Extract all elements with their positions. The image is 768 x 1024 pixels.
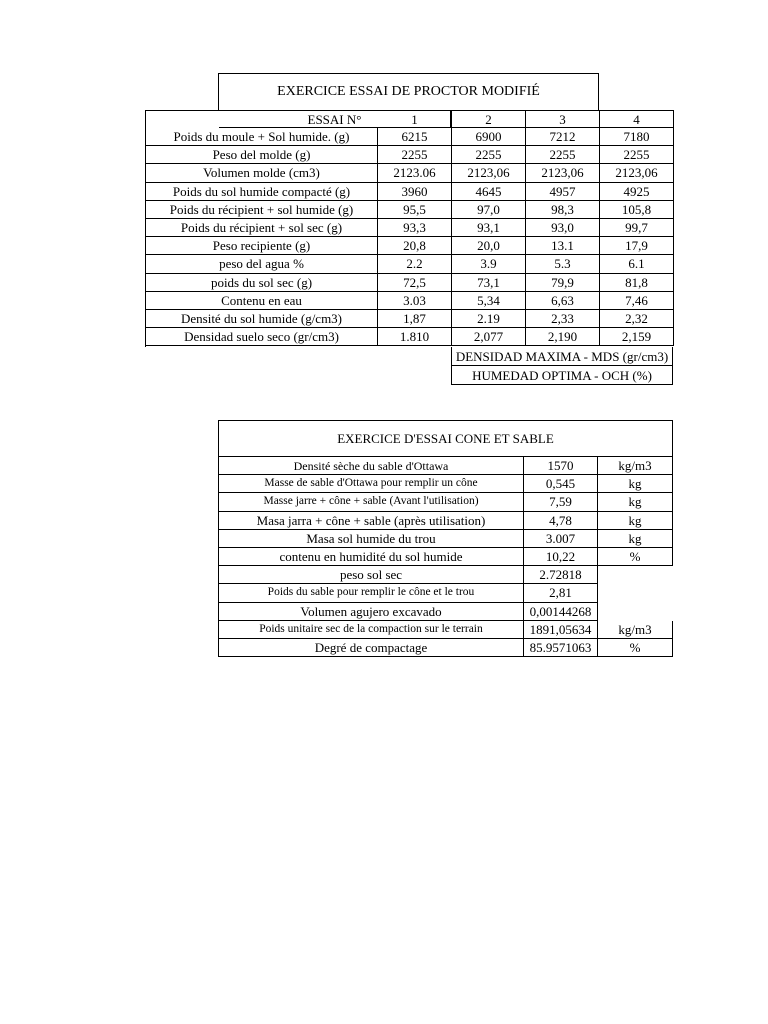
proctor-header-col: 1 — [378, 110, 452, 128]
proctor-cell: 72,5 — [378, 274, 452, 292]
proctor-row-label: Volumen molde (cm3) — [146, 164, 378, 182]
proctor-cell: 5.3 — [526, 255, 600, 273]
proctor-cell: 81,8 — [600, 274, 674, 292]
proctor-cell: 1,87 — [378, 310, 452, 328]
proctor-header-col: 3 — [526, 110, 600, 128]
proctor-cell: 7,46 — [600, 292, 674, 310]
cone-row-value: 3.007 — [524, 530, 598, 548]
proctor-header-col: 4 — [600, 110, 674, 128]
cone-row-value: 0,00144268 — [524, 603, 598, 621]
proctor-cell: 2123.06 — [378, 164, 452, 182]
proctor-cell: 2,077 — [452, 328, 526, 346]
proctor-cell: 2255 — [452, 146, 526, 164]
proctor-cell: 5,34 — [452, 292, 526, 310]
proctor-row-label: peso del agua % — [146, 255, 378, 273]
cone-row-value: 2,81 — [524, 584, 598, 602]
proctor-row-label: Poids du récipient + sol humide (g) — [146, 201, 378, 219]
proctor-cell: 2,159 — [600, 328, 674, 346]
proctor-cell: 2.2 — [378, 255, 452, 273]
proctor-cell: 6215 — [378, 128, 452, 146]
proctor-row-label: Peso recipiente (g) — [146, 237, 378, 255]
cone-table — [218, 457, 673, 657]
cone-row-unit: kg — [598, 475, 673, 493]
proctor-cell: 2123,06 — [452, 164, 526, 182]
optimum-moisture-label: HUMEDAD OPTIMA - OCH (%) — [451, 366, 673, 385]
cone-row-label: Volumen agujero excavado — [218, 603, 524, 621]
proctor-cell: 93,3 — [378, 219, 452, 237]
proctor-cell: 2123,06 — [526, 164, 600, 182]
proctor-cell: 2.19 — [452, 310, 526, 328]
proctor-row-label: Densité du sol humide (g/cm3) — [146, 310, 378, 328]
max-density-label: DENSIDAD MAXIMA - MDS (gr/cm3) — [451, 347, 673, 366]
proctor-cell: 1.810 — [378, 328, 452, 346]
cone-row-label: Densité sèche du sable d'Ottawa — [218, 457, 524, 475]
cone-title: EXERCICE D'ESSAI CONE ET SABLE — [218, 420, 673, 457]
cone-row-value: 85.9571063 — [524, 639, 598, 657]
proctor-cell: 6,63 — [526, 292, 600, 310]
cone-row-unit: kg/m3 — [598, 457, 673, 475]
cone-row-label: Poids du sable pour remplir le cône et le trou — [218, 584, 524, 602]
proctor-cell: 93,0 — [526, 219, 600, 237]
cone-row-unit: kg — [598, 512, 673, 530]
proctor-cell: 2255 — [600, 146, 674, 164]
proctor-table — [145, 110, 673, 347]
cone-row-label: peso sol sec — [218, 566, 524, 584]
proctor-cell: 93,1 — [452, 219, 526, 237]
proctor-cell: 98,3 — [526, 201, 600, 219]
proctor-cell: 3.9 — [452, 255, 526, 273]
cone-row-label: Masse de sable d'Ottawa pour remplir un cône — [218, 475, 524, 493]
proctor-cell: 95,5 — [378, 201, 452, 219]
proctor-title: EXERCICE ESSAI DE PROCTOR MODIFIÉ — [218, 73, 599, 110]
proctor-row-label: Poids du moule + Sol humide. (g) — [146, 128, 378, 146]
proctor-cell: 7212 — [526, 128, 600, 146]
proctor-row-label: Densidad suelo seco (gr/cm3) — [146, 328, 378, 346]
proctor-cell: 7180 — [600, 128, 674, 146]
cone-row-value: 2.72818 — [524, 566, 598, 584]
proctor-row-label: Poids du récipient + sol sec (g) — [146, 219, 378, 237]
proctor-cell: 4645 — [452, 183, 526, 201]
cone-row-value: 7,59 — [524, 493, 598, 511]
proctor-cell: 2,32 — [600, 310, 674, 328]
cone-row-label: Masa jarra + cône + sable (après utilisation) — [218, 512, 524, 530]
proctor-cell: 2255 — [378, 146, 452, 164]
proctor-row-label: Poids du sol humide compacté (g) — [146, 183, 378, 201]
proctor-cell: 2,33 — [526, 310, 600, 328]
proctor-cell: 4925 — [600, 183, 674, 201]
cone-row-value: 1891,05634 — [524, 621, 598, 639]
proctor-cell: 3.03 — [378, 292, 452, 310]
cone-row-label: Masa sol humide du trou — [218, 530, 524, 548]
proctor-cell: 3960 — [378, 183, 452, 201]
proctor-cell: 2,190 — [526, 328, 600, 346]
cone-row-value: 4,78 — [524, 512, 598, 530]
proctor-header-col: 2 — [452, 110, 526, 128]
cone-row-value: 1570 — [524, 457, 598, 475]
proctor-cell: 6900 — [452, 128, 526, 146]
proctor-cell: 20,8 — [378, 237, 452, 255]
proctor-cell: 97,0 — [452, 201, 526, 219]
proctor-row-label: Contenu en eau — [146, 292, 378, 310]
cone-row-unit: % — [598, 548, 673, 566]
cone-row-value: 0,545 — [524, 475, 598, 493]
proctor-cell: 20,0 — [452, 237, 526, 255]
cone-row-unit: % — [598, 639, 673, 657]
proctor-cell: 2255 — [526, 146, 600, 164]
cone-row-label: Poids unitaire sec de la compaction sur le terrain — [218, 621, 524, 639]
cone-row-unit: kg — [598, 493, 673, 511]
proctor-cell: 4957 — [526, 183, 600, 201]
cone-row-label: contenu en humidité du sol humide — [218, 548, 524, 566]
proctor-row-label: Peso del molde (g) — [146, 146, 378, 164]
proctor-header-label: ESSAI N° — [219, 110, 451, 128]
cone-row-unit: kg/m3 — [598, 621, 673, 639]
proctor-cell: 17,9 — [600, 237, 674, 255]
cone-row-label: Degré de compactage — [218, 639, 524, 657]
cone-row-unit: kg — [598, 530, 673, 548]
cone-row-label: Masse jarre + cône + sable (Avant l'utilisation) — [218, 493, 524, 511]
proctor-cell: 2123,06 — [600, 164, 674, 182]
proctor-row-label: poids du sol sec (g) — [146, 274, 378, 292]
proctor-cell: 6.1 — [600, 255, 674, 273]
cone-row-value: 10,22 — [524, 548, 598, 566]
proctor-cell: 79,9 — [526, 274, 600, 292]
proctor-cell: 105,8 — [600, 201, 674, 219]
proctor-cell: 73,1 — [452, 274, 526, 292]
proctor-cell: 99,7 — [600, 219, 674, 237]
proctor-cell: 13.1 — [526, 237, 600, 255]
